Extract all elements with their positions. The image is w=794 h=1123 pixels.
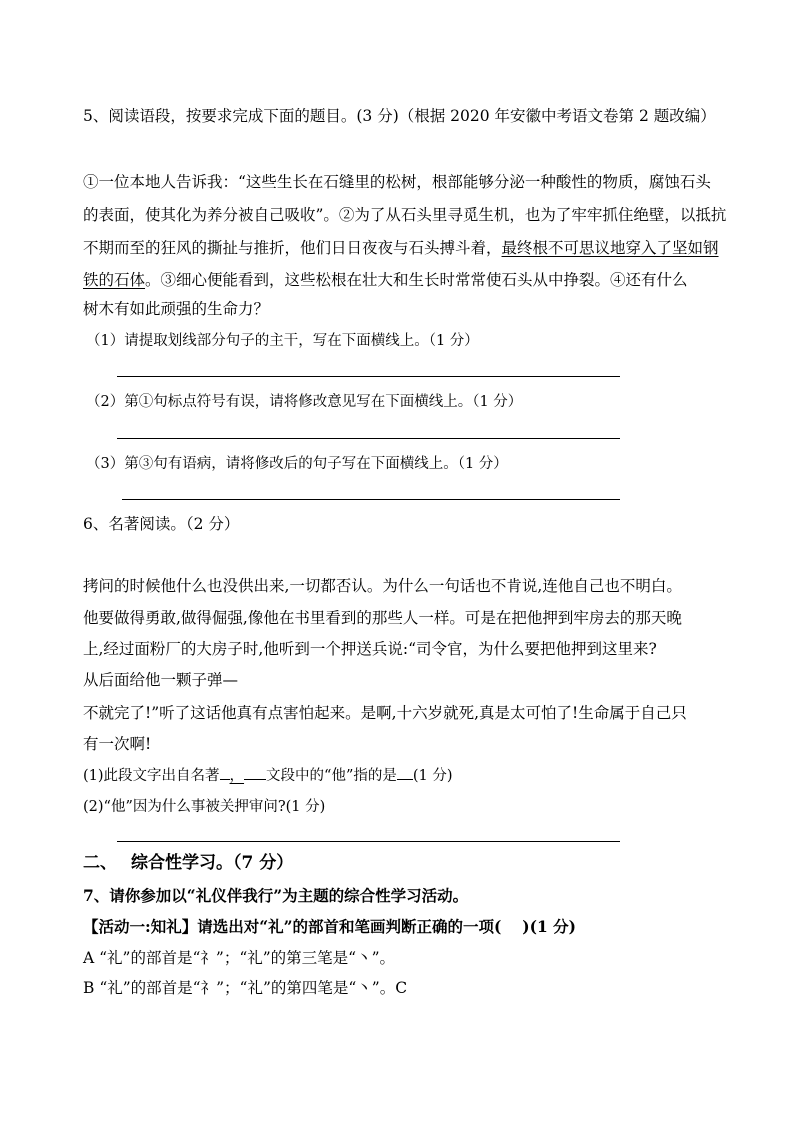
q5-passage-line-1: ①一位本地人告诉我：“这些生长在石缝里的松树，根部能够分泌一种酸性的物质，腐蚀石头: [83, 173, 711, 191]
q6-passage-line-2: 他要做得勇敢,做得倔强,像他在书里看到的那些人一样。可是在把他押到牢房去的那天晚: [83, 609, 682, 627]
q5-passage-line-5: 树木有如此顽强的生命力？: [83, 300, 270, 318]
q6-sub1: [83, 763, 453, 786]
q7-option-a[interactable]: A “礼”的部首是“礻”；“礼”的第三笔是“丶”。: [83, 949, 396, 967]
q5-sub2-answer-line[interactable]: [117, 438, 620, 439]
q5-sub2: （2）第①句标点符号有误，请将修改意见写在下面横线上。（1 分）: [86, 394, 523, 410]
q6-sub2-answer-line[interactable]: [117, 841, 620, 842]
q6-passage-line-4: 从后面给他一颗子弹—: [83, 671, 239, 689]
q6-book-title-blank-2[interactable]: [244, 763, 266, 780]
q6-passage-line-3: 上,经过面粉厂的大房子时,他听到一个押送兵说:“司令官，为什么要把他押到这里来?: [83, 640, 657, 658]
q6-passage-line-1: 拷问的时候他什么也没供出来,一切都否认。为什么一句话也不肯说,连他自己也不明白。: [83, 577, 682, 595]
q5-sub3-answer-line[interactable]: [122, 499, 620, 500]
q7-prompt: 7、请你参加以“礼仪伴我行”为主题的综合性学习活动。: [83, 886, 469, 905]
q7-activity-1: 【活动一:知礼】请选出对“礼”的部首和笔画判断正确的一项( )(1 分): [83, 917, 576, 936]
q5-passage-line-3: [83, 238, 719, 258]
q5-sub1: （1）请提取划线部分句子的主干，写在下面横线上。（1 分）: [86, 333, 479, 349]
q6-sub1-comma: ，: [229, 768, 245, 784]
q6-sub1-text-a: (1)此段文字出自名著: [83, 768, 220, 784]
q5-passage-line-2: 的表面，使其化为养分被自己吸收”。②为了从石头里寻觅生机，也为了牢牢抓住绝壁，以抵抗: [83, 206, 727, 224]
q5-passage-line-4: [83, 270, 688, 290]
q5-underlined-sentence-part-1: 最终根不可思议地穿入了坚如钢: [501, 239, 719, 257]
q6-sub1-text-d: (1 分): [412, 768, 453, 784]
q5-sub3: （3）第③句有语病，请将修改后的句子写在下面横线上。（1 分）: [86, 456, 508, 472]
q6-sub2: (2)“他”因为什么事被关押审问?(1 分): [83, 799, 326, 815]
q6-character-blank[interactable]: [397, 763, 413, 780]
section-2-title: 综合性学习。（7 分）: [131, 853, 294, 873]
section-2-number: 二、: [83, 853, 117, 873]
q5-passage-line-4-plain: 。③细心便能看到，这些松根在壮大和生长时常常使石头从中挣裂。④还有什么: [145, 271, 688, 289]
q5-sub1-answer-line[interactable]: [117, 376, 620, 377]
q6-book-title-blank[interactable]: [220, 763, 230, 780]
q6-passage-line-5: 不就完了!”听了这话他真有点害怕起来。是啊,十六岁就死,真是太可怕了!生命属于自己只: [83, 704, 687, 722]
q6-sub1-text-c: 文段中的“他”指的是: [266, 768, 397, 784]
q5-prompt: 5、阅读语段，按要求完成下面的题目。(3 分)（根据 2020 年安徽中考语文卷第 2 题改编）: [83, 107, 716, 125]
q6-passage-line-6: 有一次啊!: [83, 735, 152, 753]
q5-passage-line-3-plain: 不期而至的狂风的撕扯与推折，他们日日夜夜与石头搏斗着，: [83, 239, 502, 257]
q5-underlined-sentence-part-2: 铁的石体: [83, 271, 146, 289]
q7-option-b[interactable]: B “礼”的部首是“礻”；“礼”的第四笔是“丶”。C: [83, 979, 408, 997]
q6-prompt: 6、名著阅读。（2 分）: [83, 515, 240, 533]
section-2-heading: [83, 853, 293, 873]
